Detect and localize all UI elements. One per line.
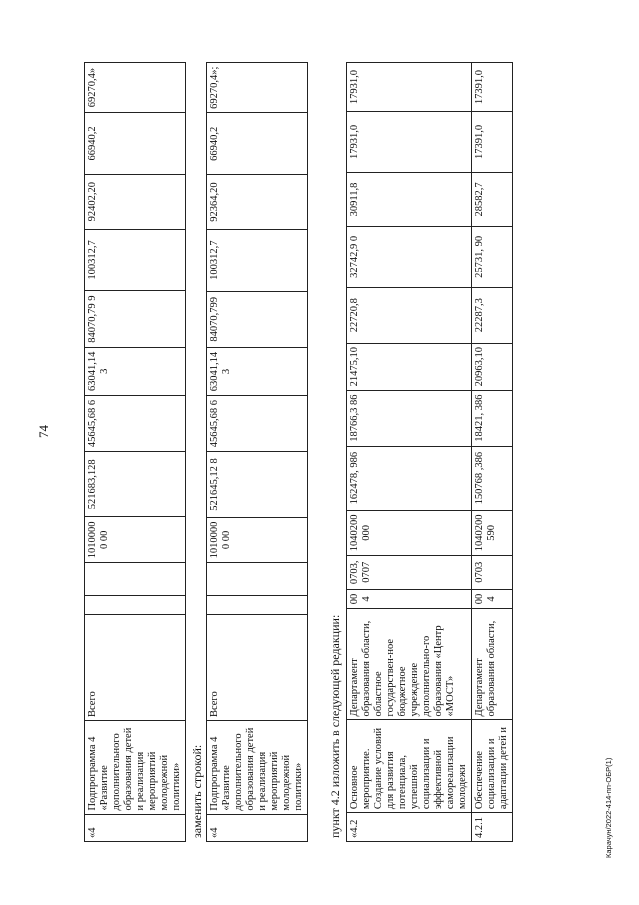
cell-value: 32742,9 0 bbox=[347, 226, 472, 287]
cell-value: 521683,128 bbox=[85, 452, 186, 517]
cell-value: 69270,4»; bbox=[207, 63, 308, 113]
cell-executor: Департамент образования области, bbox=[472, 609, 513, 720]
cell-value: 28582,7 bbox=[472, 172, 513, 226]
point-label: пункт 4.2 изложить в следующей редакции: bbox=[328, 614, 342, 838]
table-row bbox=[347, 63, 472, 842]
cell-value: 22287,3 bbox=[472, 287, 513, 343]
cell-value: 63041,143 bbox=[207, 348, 308, 396]
cell-cs: 1040200 590 bbox=[472, 510, 513, 555]
cell-executor: Департамент образования области, областное государствен-ное бюджетное учреждение дополнительно-го образования «Центр «МОСТ» bbox=[347, 609, 472, 720]
cell-value: 21475,10 bbox=[347, 343, 472, 390]
cell-value: 30911,8 bbox=[347, 172, 472, 226]
cell-name: Подпрограмма 4 «Развитие дополнительного образования детей и реализация мероприятий молодежной политики» bbox=[207, 721, 308, 815]
cell-rzpr: 0703, 0707 bbox=[347, 555, 472, 589]
cell-rzpr: 0703 bbox=[472, 555, 513, 589]
cell-value: 100312,7 bbox=[85, 229, 186, 291]
cell-name: Обеспечение социализации и адаптации детей и bbox=[472, 720, 513, 813]
cell-name: Основное мероприятие. Создание условий для развития потенциала, успешной социализации и эффективной самореализации молодежи bbox=[347, 720, 472, 813]
cell-value: 17391,0 bbox=[472, 63, 513, 112]
table-row bbox=[472, 63, 513, 842]
cell-value: 18421, 386 bbox=[472, 390, 513, 446]
cell-grbs bbox=[207, 596, 308, 615]
cell-num: 4.2.1 bbox=[472, 813, 513, 842]
cell-value: 25731, 90 bbox=[472, 226, 513, 287]
cell-value: 20963,10 bbox=[472, 343, 513, 390]
table-row bbox=[85, 63, 186, 842]
cell-value: 63041,143 bbox=[85, 347, 186, 395]
cell-value: 45645,68 6 bbox=[85, 395, 186, 452]
cell-value: 84070,799 bbox=[207, 291, 308, 348]
rotated-content bbox=[84, 62, 574, 842]
cell-num: «4 bbox=[85, 814, 186, 841]
cell-value: 92402,20 bbox=[85, 174, 186, 229]
cell-rzpr bbox=[85, 563, 186, 596]
cell-cs: 10100000 00 bbox=[85, 517, 186, 563]
cell-value: 17391,0 bbox=[472, 112, 513, 173]
cell-rzpr bbox=[207, 563, 308, 596]
replace-label: заменить строкой: bbox=[190, 744, 204, 838]
cell-value: 150768 ,386 bbox=[472, 446, 513, 510]
cell-value: 17931,0 bbox=[347, 112, 472, 173]
page-number: 74 bbox=[36, 425, 51, 438]
table-point-4-2 bbox=[346, 62, 513, 842]
cell-value: 66940,2 bbox=[85, 113, 186, 175]
cell-value: 45645,68 6 bbox=[207, 395, 308, 452]
cell-executor: Всего bbox=[85, 615, 186, 721]
cell-value: 92364,20 bbox=[207, 175, 308, 230]
cell-value: 521645,12 8 bbox=[207, 452, 308, 517]
cell-num: «4.2 bbox=[347, 813, 472, 842]
table-old-row bbox=[84, 62, 186, 842]
cell-cs: 10100000 00 bbox=[207, 517, 308, 563]
cell-value: 18766,3 86 bbox=[347, 390, 472, 446]
table-row bbox=[207, 63, 308, 842]
cell-num: «4 bbox=[207, 814, 308, 841]
cell-value: 17931,0 bbox=[347, 63, 472, 112]
document-id: Карачун/2022-414-пп-ОБР(1) bbox=[604, 757, 613, 858]
cell-name: Подпрограмма 4 «Развитие дополнительного образования детей и реализация мероприятий молодежной политики» bbox=[85, 721, 186, 815]
table-new-row bbox=[206, 62, 308, 842]
cell-value: 66940,2 bbox=[207, 113, 308, 175]
cell-grbs: 004 bbox=[347, 589, 472, 609]
cell-value: 162478, 986 bbox=[347, 446, 472, 510]
cell-executor: Всего bbox=[207, 615, 308, 721]
cell-value: 100312,7 bbox=[207, 229, 308, 291]
cell-cs: 1040200 000 bbox=[347, 510, 472, 555]
cell-value: 84070,79 9 bbox=[85, 291, 186, 348]
cell-value: 22720,8 bbox=[347, 287, 472, 343]
cell-grbs: 004 bbox=[472, 589, 513, 609]
cell-value: 69270,4» bbox=[85, 63, 186, 113]
cell-grbs bbox=[85, 596, 186, 615]
